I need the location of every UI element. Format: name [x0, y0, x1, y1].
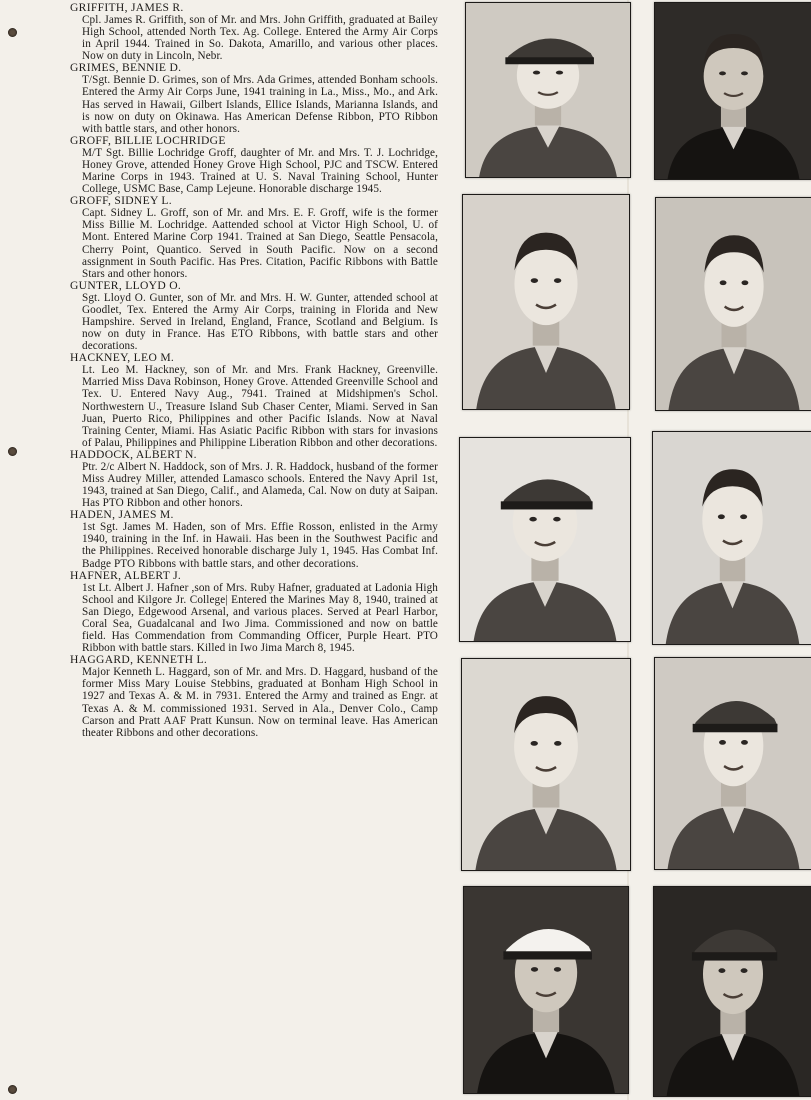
entry-bio: Ptr. 2/c Albert N. Haddock, son of Mrs. J. R. Haddock, husband of the former Miss Audrey Miller, attended Lamasco schools. Entered the Navy April 1st, 1943, trained at San Diego, Calif., and Alameda, Cal. Now on duty at Saipan. Has PTO Ribbon and other honors. — [82, 460, 438, 510]
cap-visor — [503, 951, 592, 959]
left-eye — [531, 967, 538, 972]
left-eye — [529, 517, 536, 522]
entry-bio: Sgt. Lloyd O. Gunter, son of Mr. and Mrs. H. W. Gunter, attended school at Goodlet, Tex. Entered the Army Air Corps, training in Florida and New Hampshire. Served in Ireland, England, France, Scotland and Belgium. Is now on duty in France. Has ETO Ribbons, with battle stars and other decorations. — [82, 291, 438, 353]
portrait-drawing — [655, 658, 811, 869]
entry-name: HAGGARD, KENNETH L. — [70, 653, 208, 667]
portrait-photo-hackney — [652, 431, 811, 645]
right-eye — [554, 278, 561, 283]
portrait-photo-haden — [654, 657, 811, 870]
right-eye — [741, 71, 748, 75]
right-eye — [553, 517, 560, 522]
entry-name: HAFNER, ALBERT J. — [70, 568, 182, 582]
left-eye — [531, 741, 538, 746]
bio-entry-gunter — [70, 280, 438, 352]
right-eye — [741, 968, 748, 973]
entry-name: HADEN, JAMES M. — [70, 508, 174, 522]
portrait-drawing — [653, 432, 811, 644]
left-eye — [719, 71, 726, 75]
cap-visor — [693, 724, 778, 732]
entry-name: HACKNEY, LEO M. — [70, 351, 175, 365]
bio-entry-grimes — [70, 62, 438, 134]
right-eye — [741, 740, 748, 745]
left-eye — [718, 514, 725, 519]
bio-entry-groff-billie — [70, 135, 438, 195]
entry-bio: Capt. Sidney L. Groff, son of Mr. and Mrs. E. F. Groff, wife is the former Miss Billie M. Lochridge. Aattended school at Victor High School, U. of Mont. Entered Marine Corp 1941. Trained at San Diego, Seattle Pensacola, Cherry Point, Quantico. Served in South Pacific. Now on a second assignment in South Pacific. Has Pres. Citation, Pacific Ribbons with Battle Stars and other honors. — [82, 207, 438, 280]
entry-name: HADDOCK, ALBERT N. — [70, 447, 197, 461]
entry-bio: Major Kenneth L. Haggard, son of Mr. and Mrs. D. Haggard, husband of the former Miss Mary Louise Stebbins, graduated at Bonham High School in 1927 and Texas A. & M. in 7931. Entered the Army and trained as Engr. at Texas A. & M. commissioned 1931. Served in Ala., Denver Colo., Camp Carson and Pratt AAF Pratt Kunsun. Now on terminal leave. Has American theater Ribbons and other decorations. — [82, 666, 438, 739]
bio-entry-haggard — [70, 654, 438, 739]
portrait-drawing — [460, 438, 630, 641]
right-eye — [554, 967, 561, 972]
portrait-drawing — [466, 3, 630, 177]
entry-name: GROFF, SIDNEY L. — [70, 194, 172, 208]
portrait-drawing — [462, 659, 630, 870]
bio-entry-hackney — [70, 352, 438, 449]
left-eye — [533, 71, 540, 75]
bio-entry-haddock — [70, 449, 438, 509]
right-eye — [740, 514, 747, 519]
right-eye — [554, 741, 561, 746]
portrait-drawing — [654, 887, 811, 1096]
cap-visor — [501, 501, 593, 509]
bio-entry-griffith — [70, 2, 438, 62]
right-eye — [556, 71, 563, 75]
portrait-photo-griffith — [465, 2, 631, 178]
portrait-photo-billie-groff — [462, 194, 630, 410]
portrait-drawing — [655, 3, 811, 179]
portrait-photo-haddock — [461, 658, 631, 871]
bio-entry-groff-sidney — [70, 195, 438, 280]
bio-entry-hafner — [70, 570, 438, 655]
entry-name: GRIMES, BENNIE D. — [70, 61, 182, 75]
entry-bio: 1st Lt. Albert J. Hafner ,son of Mrs. Ruby Hafner, graduated at Ladonia High School and Kilgore Jr. College| Entered the Marines May 8, 1940, trained at San Diego, Edgewood Arsenal, and various places. Served at Pearl Harbor, Coral Sea, Guadalcanal and Iwo Jima. Commissioned and now on battle field. Has Commendation from Commanding Officer, Purple Heart. PTO Ribbon with battle stars. Killed in Iwo Jima March 8, 1945. — [82, 581, 438, 655]
right-eye — [741, 280, 748, 285]
portrait-drawing — [464, 887, 628, 1093]
binder-hole — [8, 28, 17, 37]
entry-bio: 1st Sgt. James M. Haden, son of Mrs. Effie Rosson, enlisted in the Army 1940, training in the Inf. in Hawaii. Has been in the Southwest Pacific and the Philippines. Received honorable discharge July 1, 1945. Has Combat Inf. Badge PTO Ribbons with battle stars, and other decorations. — [82, 521, 438, 570]
entry-name: GUNTER, LLOYD O. — [70, 278, 182, 292]
entry-bio: Cpl. James R. Griffith, son of Mr. and Mrs. John Griffith, graduated at Bailey High School, attended North Tex. Ag. College. Entered the Army Air Corps in April 1944. Trained in So. Dakota, Amarillo, and various other places. Now on duty in Lincoln, Nebr. — [82, 14, 438, 63]
left-eye — [718, 968, 725, 973]
portrait-photo-grimes — [654, 2, 811, 180]
entry-bio: T/Sgt. Bennie D. Grimes, son of Mrs. Ada Grimes, attended Bonham schools. Entered the Army Air Corps June, 1941 training in La., Miss., Mo., and Ark. Has served in Hawaii, Gilbert Islands, Ellice Islands, Marianna Islands, and is now on duty on Okinawa. Has American Defense Ribbon, PTO Ribbon with battle stars, and other honors. — [82, 74, 438, 135]
binder-hole — [8, 447, 17, 456]
portrait-drawing — [463, 195, 629, 409]
left-eye — [720, 280, 727, 285]
portrait-drawing — [656, 198, 811, 410]
portrait-photo-haggard — [653, 886, 811, 1097]
cap-visor — [692, 952, 777, 960]
bio-entry-haden — [70, 509, 438, 569]
left-eye — [531, 278, 538, 283]
left-eye — [719, 740, 726, 745]
cap-visor — [505, 57, 594, 64]
entry-name: GRIFFITH, JAMES R. — [70, 1, 184, 14]
biography-column — [70, 2, 438, 739]
entry-bio: M/T Sgt. Billie Lochridge Groff, daughter of Mr. and Mrs. T. J. Lochridge, Honey Grove, attended Honey Grove High School, PJC and TSCW. Entered Marine Corps in 1943. Trained at U. S. Naval Training School, Hunter College, USMC Base, Camp Lejeune. Honorable discharge 1945. — [82, 146, 438, 196]
binder-hole — [8, 1085, 17, 1094]
portrait-photo-hafner — [463, 886, 629, 1094]
portrait-photo-sidney-groff — [655, 197, 811, 411]
entry-name: GROFF, BILLIE LOCHRIDGE — [70, 133, 226, 147]
portrait-photo-gunter — [459, 437, 631, 642]
entry-bio: Lt. Leo M. Hackney, son of Mr. and Mrs. Frank Hackney, Greenville. Married Miss Dava Robinson, Honey Grove. Attended Greenville School and Tex. U. Entered Navy Aug., 7941. Trained at Midshipmen's Schol. Northwestern U., Treasure Island Sub Chaser Center, Miami. Served in San Juan, Puerto Rico, Philippines and other Pacific Islands. Now at Naval Training Center, Miami. Has Asiatic Pacific Ribbon with stars for invasions of Palau, Philippines and Philippine Liberation Ribbon and other decorations. — [82, 364, 438, 449]
